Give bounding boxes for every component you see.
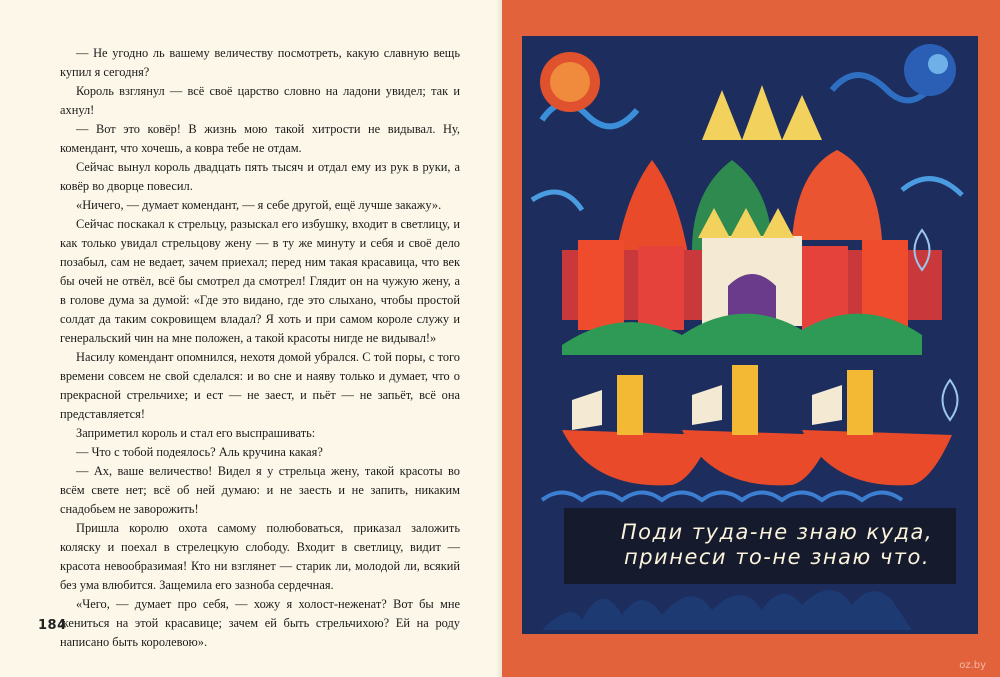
palace-tower [638,246,684,330]
illustration-caption-line2: принеси то-не знаю что. [624,545,930,569]
paragraph: Сейчас вынул король двадцать пять тысяч и отдал ему из рук в руки, а ковёр во дворце повесил. [60,160,460,193]
paragraph: Пришла королю охота самому полюбоваться, приказал заложить коляску и поехал в стрелецкую слободу. Входит в светлицу, видит — красота невообразимая! Кто ни взглянет — старик ли, молодой ли, всякий без ума влюбится. Защемила его зазноба сердечная. [60,521,460,592]
ship-tower [847,370,873,435]
paragraph: — Вот это ковёр! В жизнь мою такой хитрости не видывал. Ну, комендант, что хочешь, а ковра тебе не отдам. [60,122,460,155]
paragraph: «Чего, — думает про себя, — хожу я холост-неженат? Вот бы мне жениться на этой красавице; зачем ей быть стрельчихою? Ей на роду написано быть королевою». [60,597,460,649]
paragraph: Король взглянул — всё своё царство словно на ладони увидел; так и ахнул! [60,84,460,117]
paragraph: — Что с тобой подеялось? Аль кручина какая? [76,445,323,459]
paragraph: — Не угодно ль вашему величеству посмотреть, какую славную вещь купил я сегодня? [60,46,460,79]
page-number: 184 [38,618,67,633]
illustration-page [502,0,1000,677]
illustration-caption-line1: Поди туда-не знаю куда, [620,520,934,544]
paragraph: «Ничего, — думает комендант, — я себе другой, ещё лучше закажу». [76,198,442,212]
paragraph: Сейчас поскакал к стрельцу, разыскал его избушку, входит в светлицу, и как только увидал стрельцову жену — в ту же минуту и себя и своё дело позабыл, сам не ведает, зачем приехал; перед ним такая красавица, что век бы очей не отвёл, всё бы смотрел да смотрел! Глядит он на чужую жену, а в голове дума за думой: «Где это видано, где это слыхано, чтобы простой солдат да таким сокровищем владал? Я хоть и при самом короле служу и генеральский чин на мне положен, а такой красоты нигде не видывал!» [60,217,460,345]
ship-tower [732,365,758,435]
paragraph: — Ах, ваше величество! Видел я у стрельца жену, такой красоты во всём свете нет; всё об ней думаю: и не заесть и не запить, никаким снадобьем не заворожить! [60,464,460,516]
palace-tower [578,240,624,330]
illustration [502,0,1000,677]
story-text [60,44,460,652]
ship-tower [617,375,643,435]
paragraph: Насилу комендант опомнился, нехотя домой убрался. С той поры, с того времени совсем не свой сделался: и во сне и наяву только и думает, что о прекрасной стрельчихе; и ест — не заест, и пьёт — не запьёт, всё она представляется! [60,350,460,421]
paragraph: Заприметил король и стал его выспрашивать: [76,426,316,440]
watermark: oz.by [959,660,986,671]
